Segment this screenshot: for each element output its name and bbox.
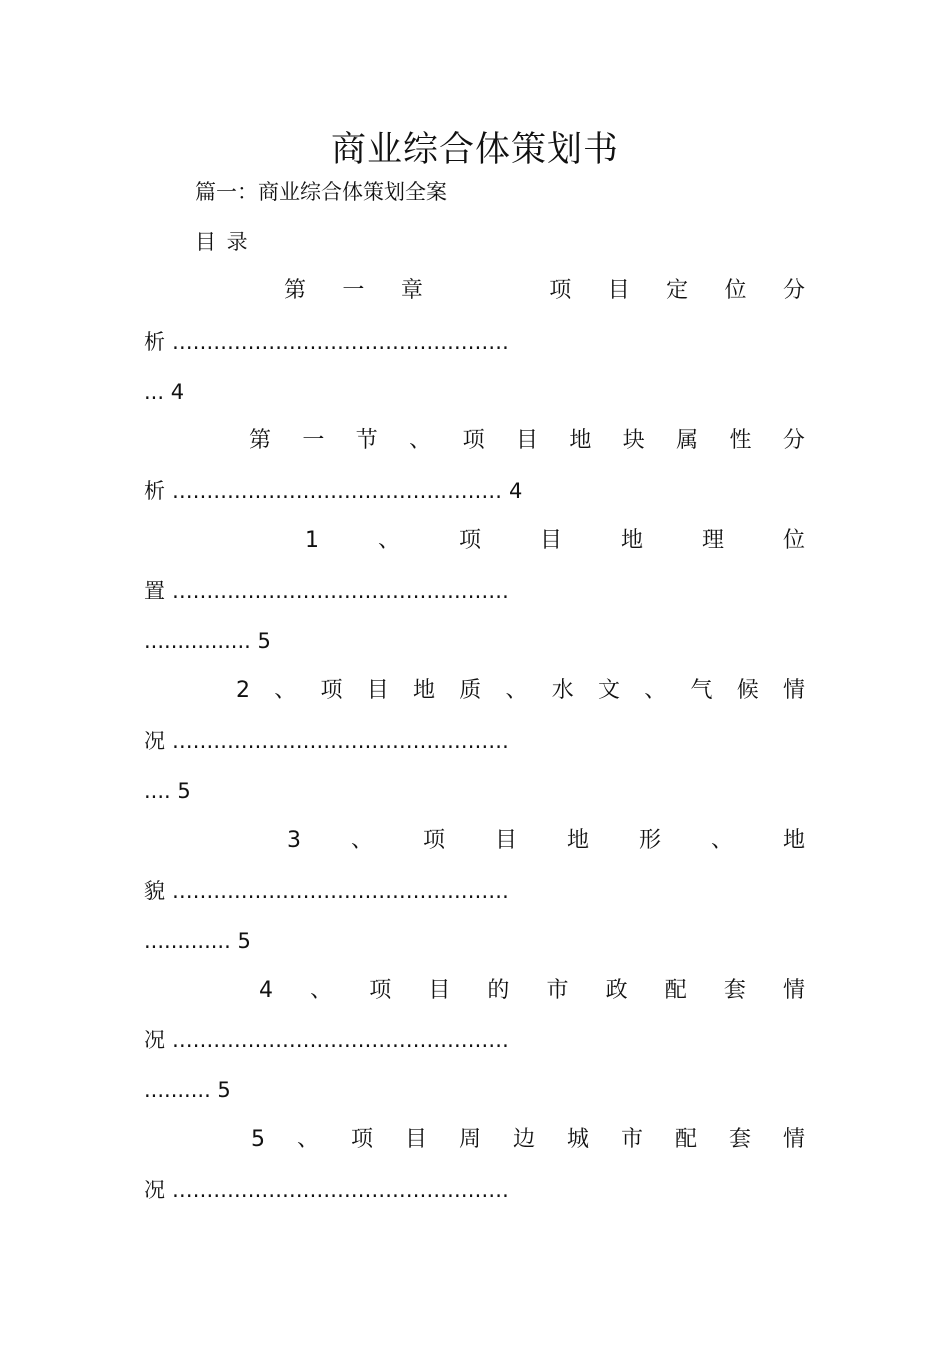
document-subtitle: 篇一：商业综合体策划全案: [195, 180, 447, 204]
document-title: 商业综合体策划书: [330, 130, 619, 170]
toc-entry-1-page: ... 4: [144, 380, 185, 404]
toc-entry-4-tail: 况 .................................................: [144, 729, 509, 753]
toc-entry-5-heading: 3 、 项 目 地 形 、 地: [287, 828, 805, 853]
toc-entry-5-tail: 貌 .................................................: [144, 879, 509, 903]
toc-entry-4-page: .... 5: [144, 779, 191, 803]
toc-entry-7-heading: 5 、 项 目 周 边 城 市 配 套 情: [251, 1127, 805, 1152]
toc-heading: 目 录: [195, 230, 250, 254]
toc-entry-4-heading: 2 、 项 目 地 质 、 水 文 、 气 候 情: [236, 678, 805, 703]
toc-entry-1-heading: 第 一 章 项 目 定 位 分: [284, 278, 805, 303]
toc-entry-3-page: ................ 5: [144, 629, 271, 653]
toc-entry-2-heading: 第 一 节 、 项 目 地 块 属 性 分: [249, 428, 805, 453]
toc-entry-2-tail: 析 ................................................ 4: [144, 479, 523, 503]
toc-entry-6-tail: 况 .................................................: [144, 1028, 509, 1052]
toc-entry-3-heading: 1 、 项 目 地 理 位: [305, 528, 805, 553]
toc-entry-3-tail: 置 .................................................: [144, 579, 509, 603]
toc-entry-1-tail: 析 .................................................: [144, 330, 509, 354]
toc-entry-6-page: .......... 5: [144, 1078, 231, 1102]
toc-entry-5-page: ............. 5: [144, 929, 251, 953]
toc-entry-7-tail: 况 .................................................: [144, 1178, 509, 1202]
toc-entry-6-heading: 4 、 项 目 的 市 政 配 套 情: [259, 978, 805, 1003]
